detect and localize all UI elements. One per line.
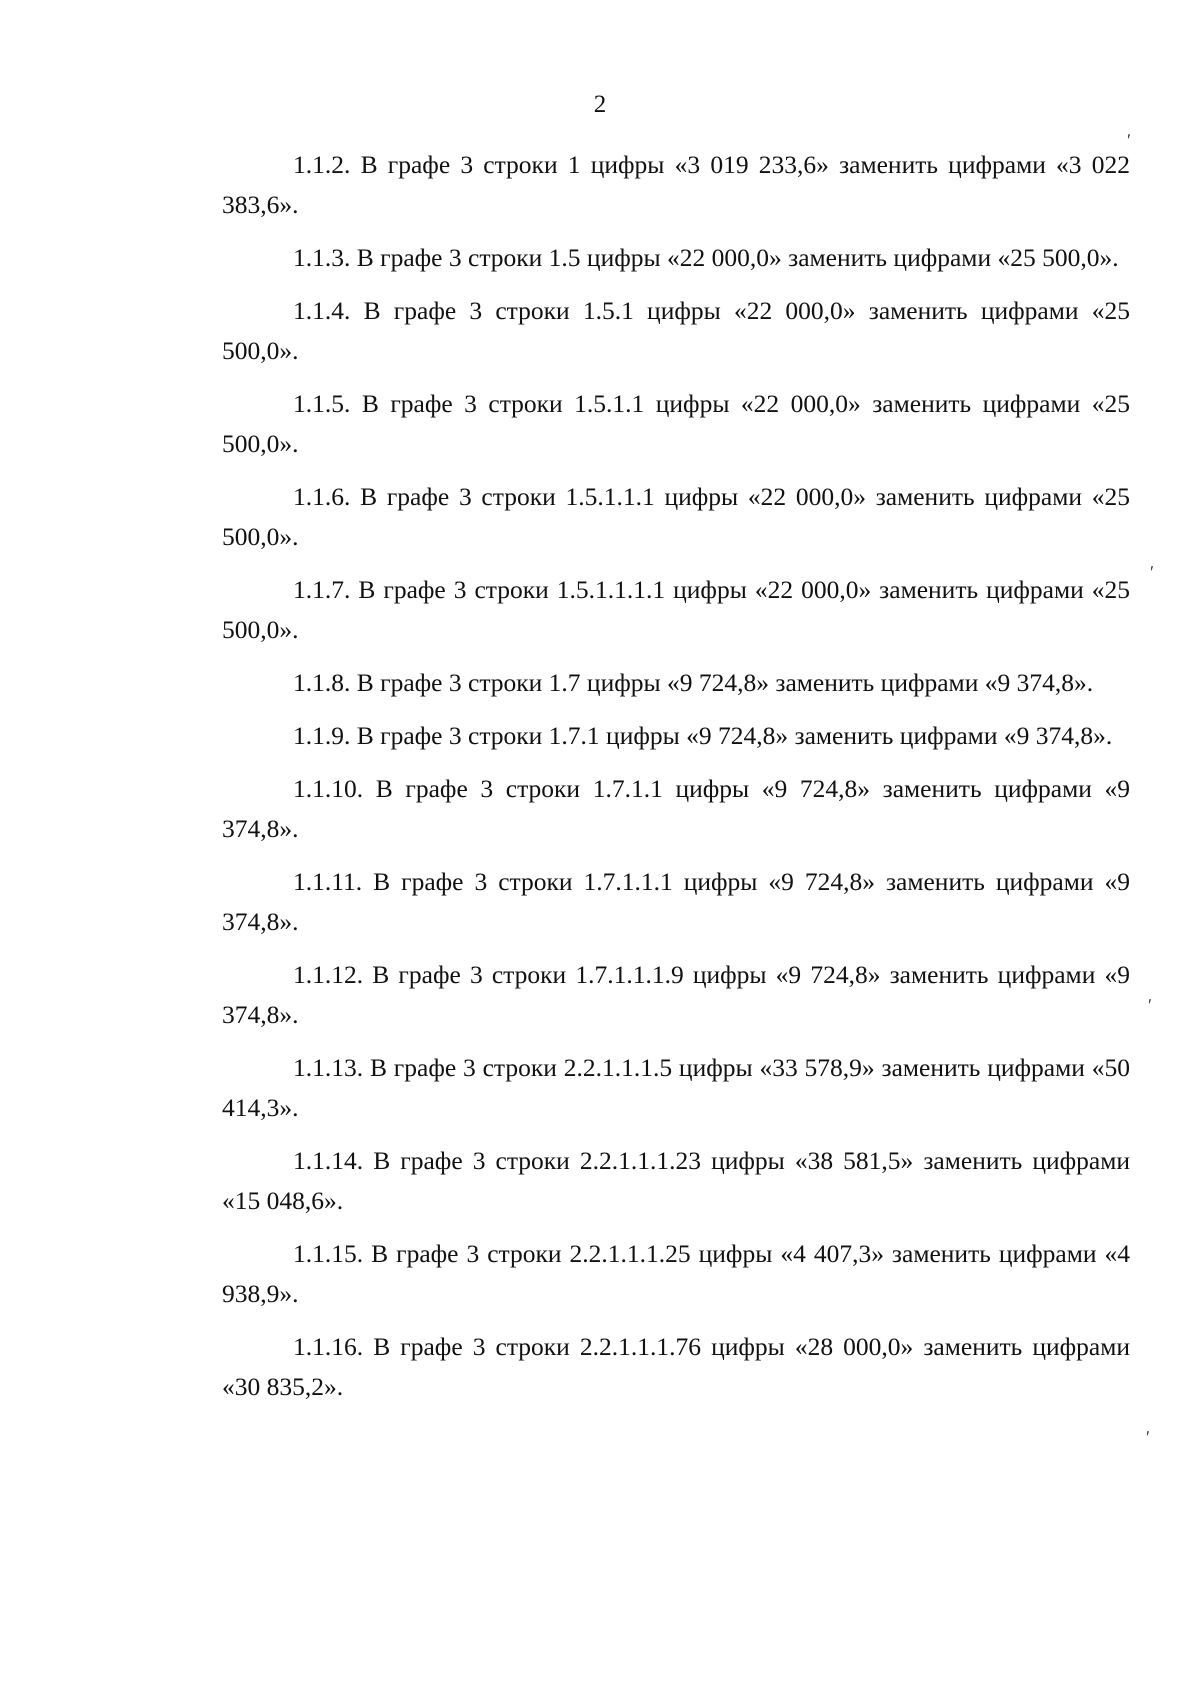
paragraph-1-1-7: 1.1.7. В графе 3 строки 1.5.1.1.1.1 цифры «22 000,0» заменить цифрами «25 500,0». (222, 575, 1130, 644)
paragraph-1-1-2: 1.1.2. В графе 3 строки 1 цифры «3 019 233,6» заменить цифрами «3 022 383,6». (222, 150, 1130, 219)
scan-mark: ʹ (1150, 562, 1154, 582)
paragraph-1-1-12: 1.1.12. В графе 3 строки 1.7.1.1.1.9 цифры «9 724,8» заменить цифрами «9 374,8». (222, 960, 1130, 1029)
document-body (222, 145, 1130, 1420)
paragraph-1-1-5: 1.1.5. В графе 3 строки 1.5.1.1 цифры «22 000,0» заменить цифрами «25 500,0». (222, 389, 1130, 458)
page-number: 2 (593, 91, 607, 118)
paragraph-1-1-14: 1.1.14. В графе 3 строки 2.2.1.1.1.23 цифры «38 581,5» заменить цифрами «15 048,6». (222, 1146, 1130, 1215)
paragraph-1-1-10: 1.1.10. В графе 3 строки 1.7.1.1 цифры «9 724,8» заменить цифрами «9 374,8». (222, 774, 1130, 843)
paragraph-1-1-9: 1.1.9. В графе 3 строки 1.7.1 цифры «9 724,8» заменить цифрами «9 374,8». (293, 721, 1113, 750)
scan-mark: ʹ (1127, 130, 1131, 150)
paragraph-1-1-13: 1.1.13. В графе 3 строки 2.2.1.1.1.5 цифры «33 578,9» заменить цифрами «50 414,3». (222, 1053, 1130, 1122)
paragraph-1-1-8: 1.1.8. В графе 3 строки 1.7 цифры «9 724,8» заменить цифрами «9 374,8». (293, 668, 1094, 697)
scan-mark: ʹ (1148, 995, 1152, 1015)
scan-mark: ʹ (1146, 1427, 1150, 1447)
paragraph-1-1-3: 1.1.3. В графе 3 строки 1.5 цифры «22 000,0» заменить цифрами «25 500,0». (293, 243, 1119, 272)
paragraph-1-1-11: 1.1.11. В графе 3 строки 1.7.1.1.1 цифры «9 724,8» заменить цифрами «9 374,8». (222, 867, 1130, 936)
paragraph-1-1-4: 1.1.4. В графе 3 строки 1.5.1 цифры «22 000,0» заменить цифрами «25 500,0». (222, 296, 1130, 365)
paragraph-1-1-16: 1.1.16. В графе 3 строки 2.2.1.1.1.76 цифры «28 000,0» заменить цифрами «30 835,2». (222, 1332, 1130, 1401)
paragraph-1-1-6: 1.1.6. В графе 3 строки 1.5.1.1.1 цифры «22 000,0» заменить цифрами «25 500,0». (222, 482, 1130, 551)
paragraph-1-1-15: 1.1.15. В графе 3 строки 2.2.1.1.1.25 цифры «4 407,3» заменить цифрами «4 938,9». (222, 1239, 1130, 1308)
